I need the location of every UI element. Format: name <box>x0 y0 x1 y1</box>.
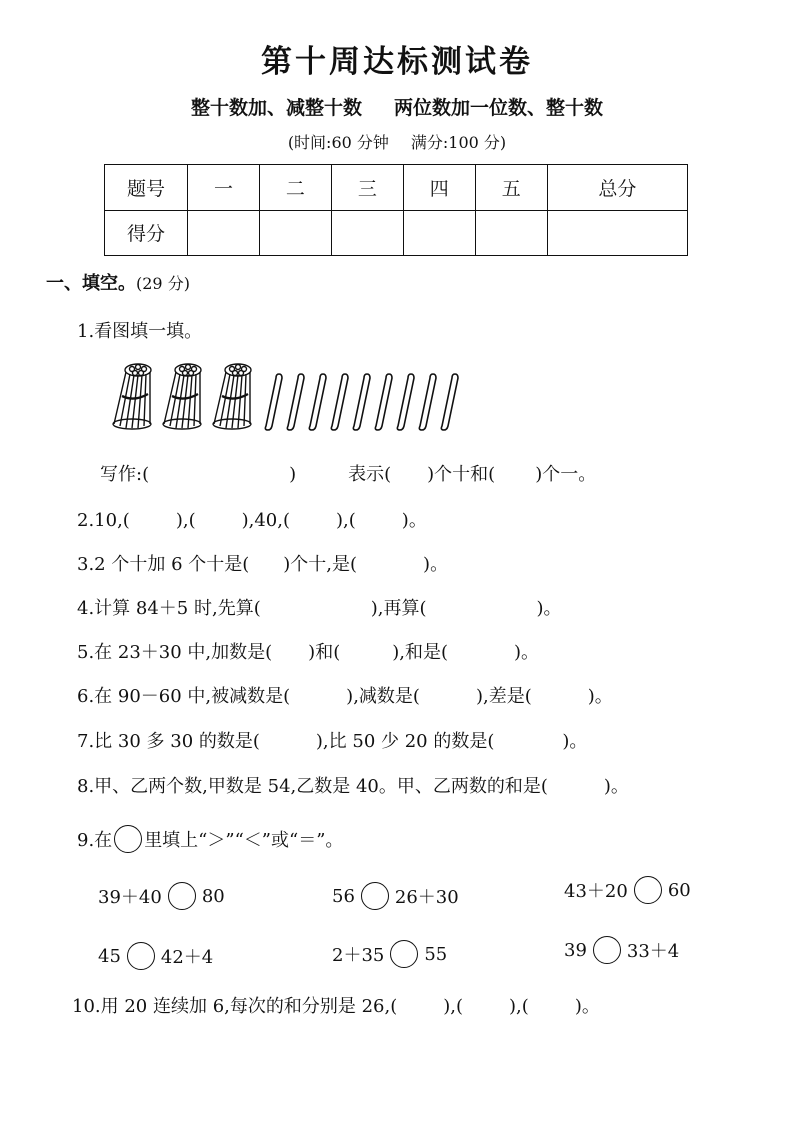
full-score: 满分:100 分) <box>410 133 507 152</box>
score-input-cell[interactable] <box>547 210 687 256</box>
question-4: 4.计算 84＋5 时,先算( ),再算( )。 <box>77 598 562 619</box>
question-9: 9.在 里填上“＞”“＜”或“＝”。 <box>77 825 343 853</box>
question-1 <box>77 317 202 343</box>
question-3: 3.2 个十加 6 个十是( )个十,是( )。 <box>77 554 449 575</box>
compare-item: 39 33＋4 <box>564 936 679 964</box>
compare-item: 45 42＋4 <box>98 942 213 970</box>
score-table-cell: 得分 <box>105 210 188 256</box>
compare-circle-input[interactable] <box>127 942 155 970</box>
question-7: 7.比 30 多 30 的数是( ),比 50 少 20 的数是( )。 <box>77 731 588 752</box>
score-table-cell: 二 <box>259 165 331 211</box>
question-5: 5.在 23＋30 中,加数是( )和( ),和是( )。 <box>77 642 540 663</box>
score-table-cell: 题号 <box>105 165 188 211</box>
stick-bundle-icon <box>113 364 151 429</box>
section-heading <box>46 269 190 295</box>
score-table-cell: 四 <box>403 165 475 211</box>
compare-item: 56 26＋30 <box>332 882 459 910</box>
score-table-cell: 一 <box>188 165 260 211</box>
section-points: (29 分) <box>136 274 190 293</box>
score-input-cell[interactable] <box>259 210 331 256</box>
compare-circle-input[interactable] <box>168 882 196 910</box>
question-2: 2.10,( ),( ),40,( ),( )。 <box>77 510 427 531</box>
question-8: 8.甲、乙两个数,甲数是 54,乙数是 40。甲、乙两数的和是( )。 <box>77 776 629 797</box>
stick-bundle-icon <box>163 364 201 429</box>
compare-circle-input[interactable] <box>593 936 621 964</box>
score-input-cell[interactable] <box>331 210 403 256</box>
stick-bundle-icon <box>213 364 251 429</box>
compare-circle-input[interactable] <box>390 940 418 968</box>
circle-icon <box>114 825 142 853</box>
score-input-cell[interactable] <box>403 210 475 256</box>
question-10: 10.用 20 连续加 6,每次的和分别是 26,( ),( ),( )。 <box>72 996 600 1017</box>
compare-circle-input[interactable] <box>361 882 389 910</box>
score-table-cell: 三 <box>331 165 403 211</box>
score-table-cell: 总分 <box>547 165 687 211</box>
compare-item: 43＋20 60 <box>564 876 691 904</box>
subtitle-right: 两位数加一位数、整十数 <box>394 97 604 119</box>
page-title: 第十周达标测试卷 <box>261 44 533 80</box>
score-table <box>104 164 688 256</box>
single-sticks-icon <box>265 374 458 430</box>
compare-item: 39＋40 80 <box>98 882 225 910</box>
score-table-score-row <box>105 210 688 256</box>
subtitle-left: 整十数加、减整十数 <box>190 97 362 119</box>
question-text: 看图填一填。 <box>94 321 203 342</box>
counting-sticks-illustration <box>104 362 464 434</box>
time-and-score-line <box>0 130 794 153</box>
time-limit: (时间:60 分钟 <box>287 133 389 152</box>
section-title: 一、填空。 <box>46 273 136 294</box>
score-table-header-row <box>105 165 688 211</box>
score-input-cell[interactable] <box>475 210 547 256</box>
compare-circle-input[interactable] <box>634 876 662 904</box>
question-1-answer-line: 写作:( ) 表示( )个十和( )个一。 <box>100 464 597 485</box>
question-6: 6.在 90－60 中,被减数是( ),减数是( ),差是( )。 <box>77 686 613 707</box>
compare-item: 2＋35 55 <box>332 940 447 968</box>
score-input-cell[interactable] <box>188 210 260 256</box>
question-number: 1. <box>77 321 95 342</box>
page-subtitle <box>0 93 794 120</box>
score-table-cell: 五 <box>475 165 547 211</box>
